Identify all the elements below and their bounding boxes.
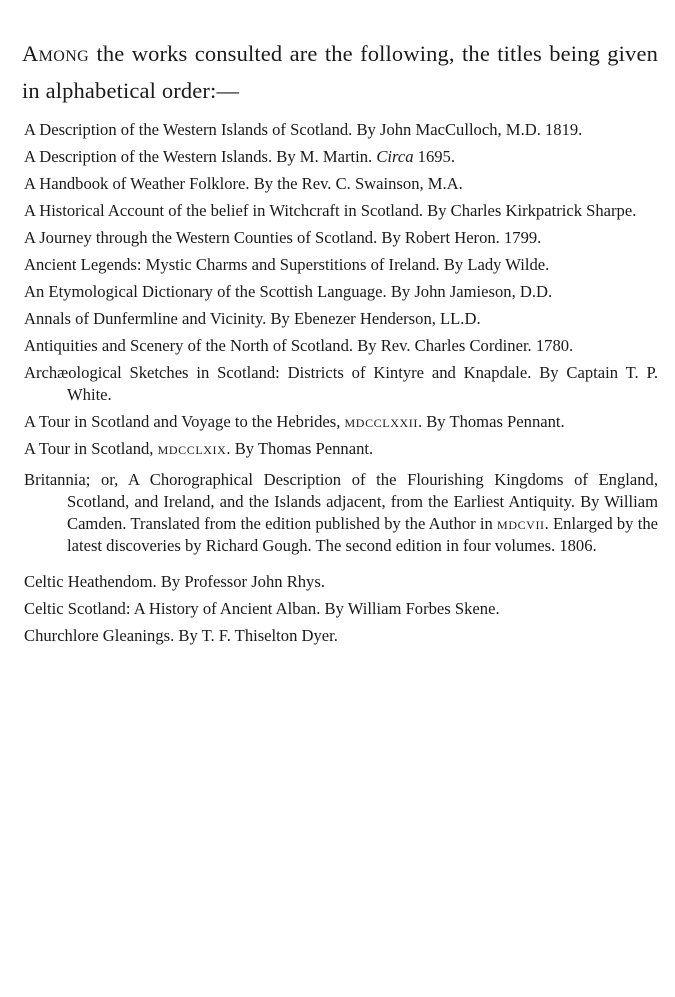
entry-smallcaps-text: mdcvii bbox=[497, 514, 545, 533]
intro-lead-word: Among bbox=[22, 40, 90, 66]
entry-text: Britannia; or, A Chorographical Description of the Flourishing Kingdoms of England, Scotland, and Ireland, and the Islands adjacent, from the Earliest Antiquity. By William Camden. Translated from the edition published by the Author in bbox=[24, 470, 658, 533]
entry-text: A Handbook of Weather Folklore. By the Rev. C. Swainson, M.A. bbox=[24, 174, 463, 193]
entry-text: A Description of the Western Islands. By M. Martin. bbox=[24, 147, 377, 166]
bibliography-entry bbox=[24, 438, 658, 460]
entry-text: . By Thomas Pennant. bbox=[226, 439, 374, 458]
entry-text: A Tour in Scotland, bbox=[24, 439, 158, 458]
entry-text: . By Thomas Pennant. bbox=[417, 412, 565, 431]
bibliography-entry bbox=[24, 173, 658, 195]
intro-paragraph bbox=[22, 35, 658, 109]
entry-smallcaps-text: mdcclxxii bbox=[344, 412, 418, 431]
entry-text: Antiquities and Scenery of the North of Scotland. By Rev. Charles Cordiner. 1780. bbox=[24, 336, 574, 355]
bibliography-entry bbox=[24, 411, 658, 433]
bibliography-entry bbox=[24, 469, 658, 557]
bibliography-entry bbox=[24, 119, 658, 141]
bibliography-entry bbox=[24, 281, 658, 303]
bibliography-entry bbox=[24, 625, 658, 647]
entry-text: . Enlarged by the latest discoveries by Richard Gough. The second edition in four volumes. 1806. bbox=[67, 514, 658, 555]
entry-text: Churchlore Gleanings. By T. F. Thiselton Dyer. bbox=[24, 626, 338, 645]
entry-text: Ancient Legends: Mystic Charms and Superstitions of Ireland. By Lady Wilde. bbox=[24, 255, 550, 274]
entry-smallcaps-text: mdcclxix bbox=[157, 439, 227, 458]
entry-text: A Journey through the Western Counties of Scotland. By Robert Heron. 1799. bbox=[24, 228, 542, 247]
bibliography-entry bbox=[24, 146, 658, 168]
bibliography-entry bbox=[24, 571, 658, 593]
entry-italic-text: Circa bbox=[376, 147, 414, 166]
entry-text: Archæological Sketches in Scotland: Districts of Kintyre and Knapdale. By Captain T. P. White. bbox=[24, 363, 658, 404]
entry-text: A Historical Account of the belief in Witchcraft in Scotland. By Charles Kirkpatrick Sharpe. bbox=[24, 201, 637, 220]
bibliography-entry bbox=[24, 227, 658, 249]
bibliography-entry bbox=[24, 335, 658, 357]
bibliography-entry bbox=[24, 308, 658, 330]
entry-text: An Etymological Dictionary of the Scottish Language. By John Jamieson, D.D. bbox=[24, 282, 553, 301]
entry-text: Annals of Dunfermline and Vicinity. By Ebenezer Henderson, LL.D. bbox=[24, 309, 481, 328]
bibliography-entry bbox=[24, 362, 658, 406]
entry-text: 1695. bbox=[413, 147, 455, 166]
bibliography-list bbox=[24, 119, 658, 652]
bibliography-entry bbox=[24, 598, 658, 620]
entry-text: Celtic Scotland: A History of Ancient Alban. By William Forbes Skene. bbox=[24, 599, 500, 618]
entry-text: Celtic Heathendom. By Professor John Rhys. bbox=[24, 572, 325, 591]
entry-text: A Tour in Scotland and Voyage to the Hebrides, bbox=[24, 412, 345, 431]
bibliography-entry bbox=[24, 254, 658, 276]
entry-text: A Description of the Western Islands of Scotland. By John MacCulloch, M.D. 1819. bbox=[24, 120, 583, 139]
intro-text: the works consulted are the following, the titles being given in alphabetical order:— bbox=[22, 40, 658, 103]
bibliography-entry bbox=[24, 200, 658, 222]
